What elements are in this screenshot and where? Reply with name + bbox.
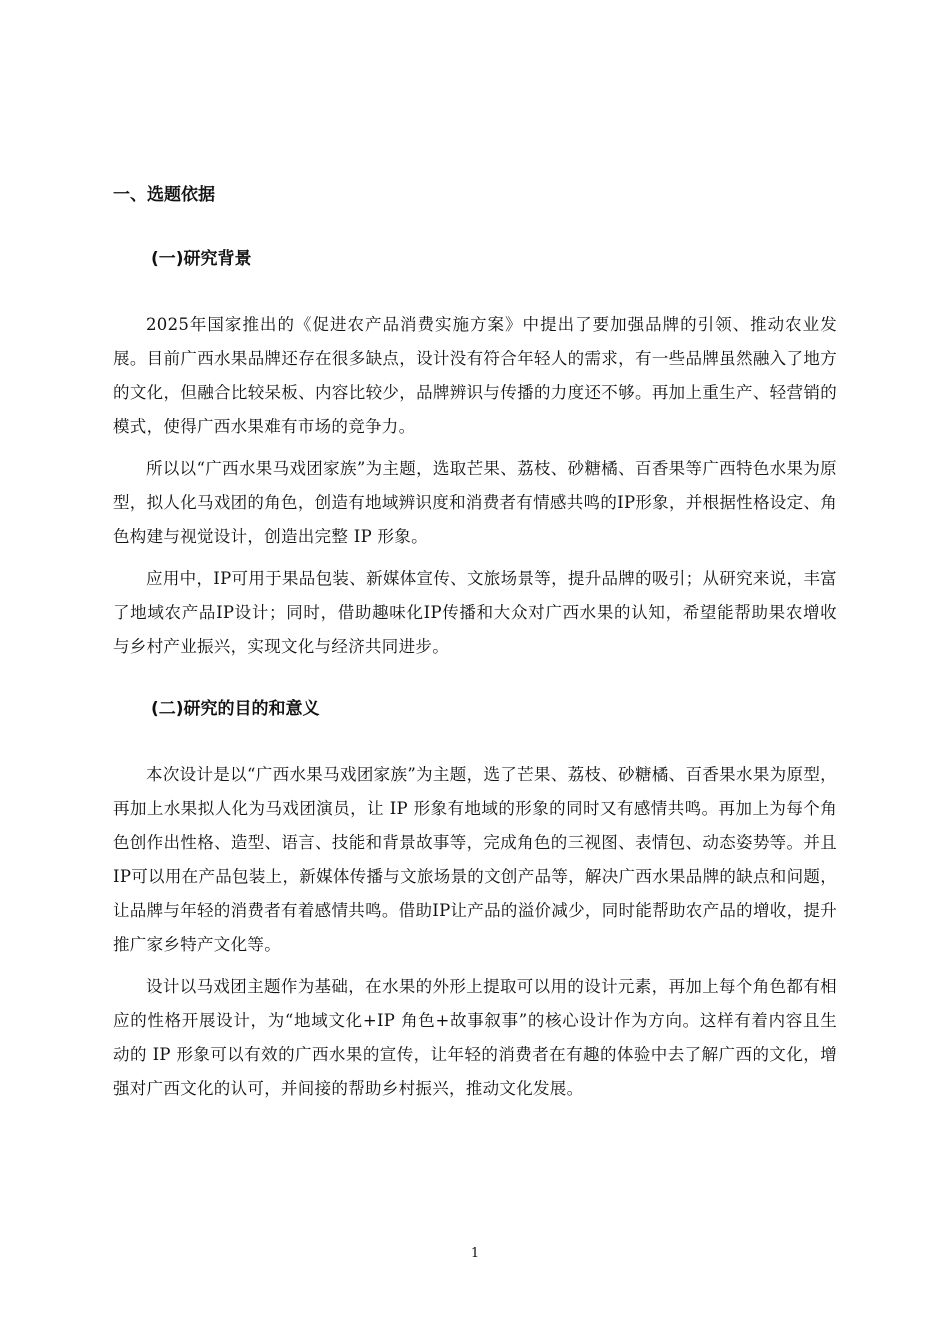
paragraph: 本次设计是以“广西水果马戏团家族”为主题，选了芒果、荔枝、砂糖橘、百香果水果为原型，再加上水果拟人化为马戏团演员，让 IP 形象有地域的形象的同时又有感情共鸣。再加上为每个角色创作出性格、造型、语言、技能和背景故事等，完成角色的三视图、表情包、动态姿势等。并且IP可以用在产品包装上，新媒体传播与文旅场景的文创产品等，解决广西水果品牌的缺点和问题，让品牌与年轻的消费者有着感情共鸣。借助IP让产品的溢价减少，同时能帮助农产品的增收，提升推广家乡特产文化等。 [113,765,837,954]
paragraph: 应用中，IP可用于果品包装、新媒体宣传、文旅场景等，提升品牌的吸引；从研究来说，丰富了地域农产品IP设计；同时，借助趣味化IP传播和大众对广西水果的认知，希望能帮助果农增收与乡村产业振兴，实现文化与经济共同进步。 [113,569,837,656]
paragraph: 2025年国家推出的《促进农产品消费实施方案》中提出了要加强品牌的引领、推动农业发展。目前广西水果品牌还存在很多缺点，设计没有符合年轻人的需求，有一些品牌虽然融入了地方的文化，但融合比较呆板、内容比较少，品牌辨识与传播的力度还不够。再加上重生产、轻营销的模式，使得广西水果难有市场的竞争力。 [113,315,837,436]
page-number: 1 [470,1246,480,1261]
subsection-heading-background: (一)研究背景 [151,249,252,269]
page-content [113,180,837,1114]
subsection-heading-purpose: (二)研究的目的和意义 [151,699,320,719]
paragraph: 设计以马戏团主题作为基础，在水果的外形上提取可以用的设计元素，再加上每个角色都有相应的性格开展设计，为“地域文化+IP 角色+故事叙事”的核心设计作为方向。这样有着内容且生动的 IP 形象可以有效的广西水果的宣传，让年轻的消费者在有趣的体验中去了解广西的文化，增强对广西文化的认可，并间接的帮助乡村振兴，推动文化发展。 [113,977,837,1098]
section-heading: 一、选题依据 [113,185,215,205]
paragraph: 所以以“广西水果马戏团家族”为主题，选取芒果、荔枝、砂糖橘、百香果等广西特色水果为原型，拟人化马戏团的角色，创造有地域辨识度和消费者有情感共鸣的IP形象，并根据性格设定、角色构建与视觉设计，创造出完整 IP 形象。 [113,459,837,546]
